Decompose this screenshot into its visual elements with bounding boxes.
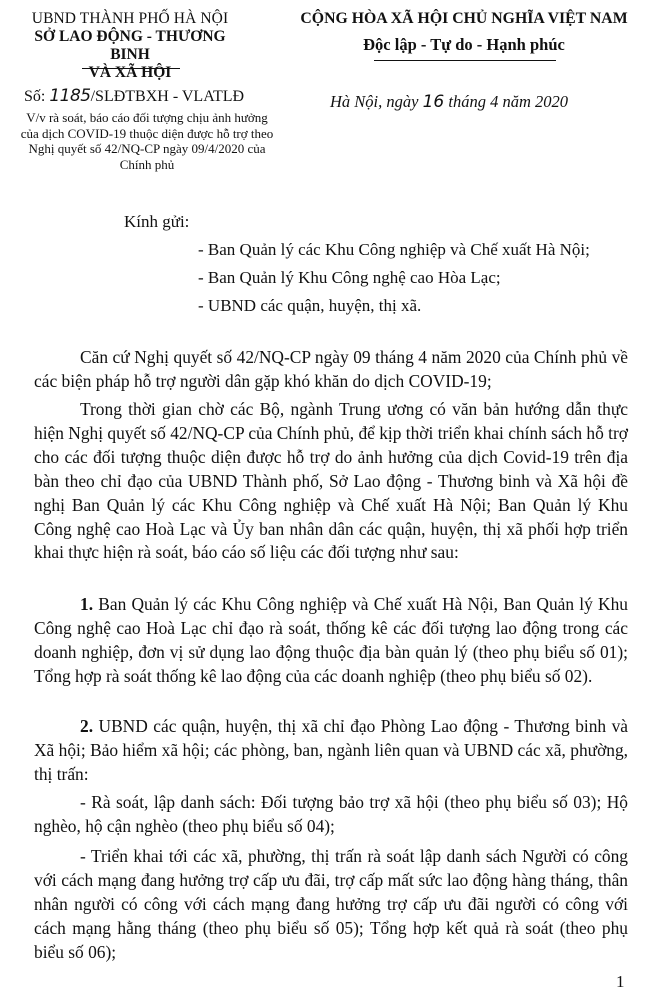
greeting: Kính gửi: [124, 212, 190, 231]
document-date [330, 92, 568, 112]
paragraph-item-1 [34, 593, 628, 689]
item-1-number: 1. [80, 594, 94, 614]
date-prefix: Hà Nội, ngày [330, 92, 423, 111]
document-number [24, 86, 244, 106]
issuing-department [14, 28, 246, 82]
department-underline [82, 68, 180, 69]
paragraph-context: Trong thời gian chờ các Bộ, ngành Trung ương có văn bản hướng dẫn thực hiện Nghị quyết số 42/NQ-CP của Chính phủ, để kịp thời triển khai chính sách hỗ trợ cho các đối tượng thuộc diện được hỗ trợ do ảnh hưởng của dịch Covid-19 trên địa bàn theo chỉ đạo của UBND Thành phố, Sở Lao động - Thương binh và Xã hội đề nghị Ban Quản lý các Khu Công nghiệp và Chế xuất Hà Nội; Ban Quản lý Khu Công nghệ cao Hoà Lạc và Ủy ban nhân dân các quận, huyện, thị xã phối hợp triển khai thực hiện rà soát, báo cáo số liệu các đối tượng như sau: [34, 399, 628, 563]
recipient-item: - UBND các quận, huyện, thị xã. [198, 296, 422, 315]
paragraph-subitem-meritorious: - Triển khai tới các xã, phường, thị trấn rà soát lập danh sách Người có công với cách mạng đang hưởng trợ cấp ưu đãi, trợ cấp mất sức lao động hàng tháng, thân nhân người có công với cách mạng đang hưởng trợ cấp ưu đãi người có công với cách mạng hằng tháng (theo phụ biểu số 05); Tổng hợp kết quả rà soát (theo phụ biểu số 06); [34, 846, 628, 962]
document-number-handwritten: 1185 [49, 86, 91, 106]
paragraph-item-2 [34, 715, 628, 787]
document-subject: V/v rà soát, báo cáo đối tượng chịu ảnh hưởng của dịch COVID-19 thuộc diện được hỗ trợ theo Nghị quyết số 42/NQ-CP ngày 09/4/2020 của Chính phủ [20, 110, 274, 172]
recipient-item: - Ban Quản lý Khu Công nghệ cao Hòa Lạc; [198, 268, 501, 287]
document-number-suffix: /SLĐTBXH - VLATLĐ [90, 88, 245, 105]
date-suffix: tháng 4 năm 2020 [444, 92, 568, 111]
item-2-text: UBND các quận, huyện, thị xã chỉ đạo Phòng Lao động - Thương binh và Xã hội; Bảo hiểm xã hội; các phòng, ban, ngành liên quan và UBND các xã, phường, thị trấn: [34, 716, 628, 784]
motto-underline [374, 60, 556, 61]
item-1-text: Ban Quản lý các Khu Công nghiệp và Chế xuất Hà Nội, Ban Quản lý Khu Công nghệ cao Hoà Lạc chỉ đạo rà soát, thống kê các đối tượng lao động trong các doanh nghiệp, đơn vị sử dụng lao động thuộc địa bàn quản lý (theo phụ biểu số 01); Tổng hợp rà soát thống kê lao động của các doanh nghiệp (theo phụ biểu số 02). [34, 594, 628, 686]
national-title: CỘNG HÒA XÃ HỘI CHỦ NGHĨA VIỆT NAM [300, 10, 628, 27]
department-line-1: SỞ LAO ĐỘNG - THƯƠNG BINH [34, 28, 226, 63]
paragraph-legal-basis: Căn cứ Nghị quyết số 42/NQ-CP ngày 09 tháng 4 năm 2020 của Chính phủ về các biện pháp hỗ trợ người dân gặp khó khăn do dịch COVID-19; [34, 347, 628, 391]
item-2-number: 2. [80, 716, 94, 736]
paragraph-subitem-social-protection: - Rà soát, lập danh sách: Đối tượng bảo trợ xã hội (theo phụ biểu số 03); Hộ nghèo, hộ cận nghèo (theo phụ biểu số 04); [34, 792, 628, 836]
issuing-authority: UBND THÀNH PHỐ HÀ NỘI [31, 10, 229, 27]
date-day-handwritten: 16 [422, 92, 445, 112]
department-line-2: VÀ XÃ HỘI [88, 64, 172, 81]
page-number: 1 [616, 972, 625, 991]
national-motto: Độc lập - Tự do - Hạnh phúc [363, 35, 565, 54]
document-number-prefix: Số: [24, 88, 50, 105]
recipient-item: - Ban Quản lý các Khu Công nghiệp và Chế xuất Hà Nội; [198, 240, 590, 259]
